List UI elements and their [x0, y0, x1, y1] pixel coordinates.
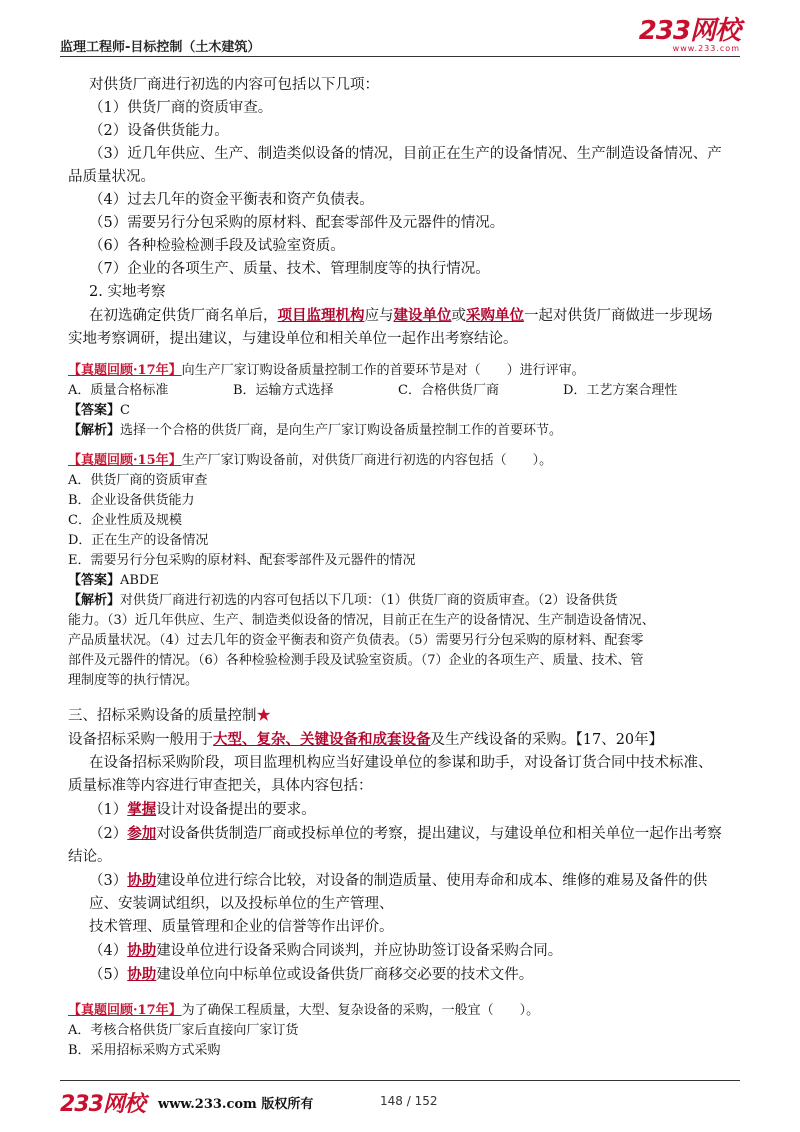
highlight-term: 建设单位	[393, 307, 452, 324]
list-item-continuation: 技术管理、质量管理和企业的信誉等作出评价。	[89, 919, 394, 935]
text: 三、招标采购设备的质量控制	[68, 708, 257, 724]
analysis	[60, 591, 740, 611]
label: 【解析】	[68, 593, 121, 608]
question-block-1	[60, 361, 740, 441]
question-tag: 【真题回顾·17年】	[68, 1003, 182, 1018]
highlight-term: 协助	[127, 942, 157, 959]
list-item: （5）需要另行分包采购的原材料、配套零部件及元器件的情况。	[89, 215, 505, 231]
text: 及生产线设备的采购。【17、20年】	[430, 732, 664, 748]
section1-intro: 对供货厂商进行初选的内容可包括以下几项：	[89, 77, 379, 93]
list-item: （3）近几年供应、生产、制造类似设备的情况，目前正在生产的设备情况、生产制造设备情况、产	[89, 146, 722, 162]
list-item	[60, 822, 740, 846]
highlight-term: 协助	[127, 966, 157, 983]
text: 应与	[364, 308, 394, 324]
highlight-term: 大型、复杂、关键设备和成套设备	[213, 731, 431, 748]
list-item	[60, 798, 740, 822]
text: 在初选确定供货厂商名单后，	[89, 308, 278, 324]
list-item: 品质量状况。	[68, 169, 155, 185]
text: C	[120, 403, 130, 418]
paragraph: 在设备招标采购阶段，项目监理机构应当好建设单位的参谋和助手，对设备订货合同中技术标准、	[89, 755, 713, 771]
option: A．质量合格标准	[68, 383, 169, 398]
highlight-term: 项目监理机构	[277, 307, 365, 324]
list-item: （6）各种检验检测手段及试验室资质。	[89, 238, 345, 254]
header-title: 监理工程师-目标控制（土木建筑）	[60, 40, 261, 55]
text: 建设单位向中标单位或设备供货厂商移交必要的技术文件。	[156, 967, 534, 983]
paragraph	[60, 728, 740, 752]
paragraph: 实地考察调研，提出建议，与建设单位和相关单位一起作出考察结论。	[68, 331, 518, 347]
text: 对设备供货制造厂商或投标单位的考察，提出建议，与建设单位和相关单位一起作出考察	[156, 826, 722, 842]
highlight-term: 参加	[127, 825, 157, 842]
text: （2）	[89, 826, 128, 842]
label: 【答案】	[68, 403, 121, 418]
subsection-title: 2. 实地考察	[89, 284, 166, 300]
text: （1）	[89, 802, 128, 818]
text: （5）	[89, 967, 128, 983]
list-item: （1）供货厂商的资质审查。	[89, 100, 273, 116]
text: （3）	[89, 873, 128, 889]
question-block-2	[60, 451, 740, 691]
paragraph	[60, 304, 740, 328]
text: 建设单位进行设备采购合同谈判，并应协助签订设备采购合同。	[156, 943, 563, 959]
question-stem	[60, 1001, 740, 1021]
option: C．合格供货厂商	[398, 383, 499, 398]
option: B．企业设备供货能力	[68, 493, 195, 508]
list-item-continuation: 应、安装调试组织，以及投标单位的生产管理、	[89, 896, 394, 912]
highlight-term: 掌握	[127, 801, 157, 818]
question-tag: 【真题回顾·15年】	[68, 453, 182, 468]
option: C．企业性质及规模	[68, 513, 182, 528]
section-title	[60, 705, 740, 728]
question-options	[60, 381, 740, 401]
paragraph: 质量标准等内容进行审查把关，具体内容包括：	[68, 778, 373, 794]
analysis-line: 能力。（3）近几年供应、生产、制造类似设备的情况，目前正在生产的设备情况、生产制造设备情况、	[68, 613, 655, 628]
text: 设计对设备提出的要求。	[156, 802, 316, 818]
star-icon: ★	[256, 708, 271, 724]
text: ABDE	[120, 573, 159, 588]
question-stem	[60, 361, 740, 381]
list-item	[60, 963, 740, 987]
question-stem	[60, 451, 740, 471]
brand-logo[interactable]	[639, 18, 740, 53]
text: 设备招标采购一般用于	[68, 732, 213, 748]
logo-text: 233网校	[638, 16, 740, 46]
logo-subtext: www.233.com	[672, 44, 740, 53]
answer	[60, 571, 740, 591]
text: 向生产厂家订购设备质量控制工作的首要环节是对（ ）进行评审。	[181, 363, 585, 378]
highlight-term: 采购单位	[466, 307, 524, 324]
option: E．需要另行分包采购的原材料、配套零部件及元器件的情况	[68, 553, 416, 568]
footer-logo[interactable]: 233网校	[60, 1092, 145, 1117]
page-content	[60, 74, 740, 1061]
option: D．工艺方案合理性	[563, 383, 678, 398]
analysis	[60, 421, 740, 441]
question-tag: 【真题回顾·17年】	[68, 363, 182, 378]
text: （4）	[89, 943, 128, 959]
analysis-line: 理制度等的执行情况。	[68, 673, 199, 688]
list-item-continuation: 结论。	[68, 849, 112, 865]
list-item: （7）企业的各项生产、质量、技术、管理制度等的执行情况。	[89, 261, 490, 277]
text: 或	[451, 308, 466, 324]
text: 建设单位进行综合比较，对设备的制造质量、使用寿命和成本、维修的难易及备件的供	[156, 873, 708, 889]
label: 【解析】	[68, 423, 121, 438]
analysis-line: 产品质量状况。（4）过去几年的资金平衡表和资产负债表。（5）需要另行分包采购的原材料、配套零	[68, 633, 644, 648]
highlight-term: 协助	[127, 872, 157, 889]
text: 为了确保工程质量，大型、复杂设备的采购，一般宜（ ）。	[181, 1003, 540, 1018]
list-item	[60, 939, 740, 963]
page-number: 148 / 152	[380, 1094, 438, 1108]
text: 一起对供货厂商做进一步现场	[524, 308, 713, 324]
label: 【答案】	[68, 573, 121, 588]
question-block-3	[60, 1001, 740, 1061]
answer	[60, 401, 740, 421]
option: A．供货厂商的资质审查	[68, 473, 208, 488]
text: 选择一个合格的供货厂商，是向生产厂家订购设备质量控制工作的首要环节。	[120, 423, 563, 438]
analysis-line: 部件及元器件的情况。（6）各种检验检测手段及试验室资质。（7）企业的各项生产、质量、技术、管	[68, 653, 644, 668]
option: B．运输方式选择	[233, 383, 334, 398]
list-item: （2）设备供货能力。	[89, 123, 229, 139]
footer-divider	[60, 1080, 740, 1081]
header-divider	[60, 56, 740, 57]
text: 生产厂家订购设备前，对供货厂商进行初选的内容包括（ ）。	[181, 453, 553, 468]
footer-copyright: www.233.com 版权所有	[158, 1097, 314, 1112]
option: A．考核合格供货厂家后直接向厂家订货	[68, 1023, 299, 1038]
list-item	[60, 869, 740, 893]
option: D．正在生产的设备情况	[68, 533, 209, 548]
list-item: （4）过去几年的资金平衡表和资产负债表。	[89, 192, 374, 208]
option: B．采用招标采购方式采购	[68, 1043, 221, 1058]
text: 对供货厂商进行初选的内容可包括以下几项：（1）供货厂商的资质审查。（2）设备供货	[120, 593, 618, 608]
